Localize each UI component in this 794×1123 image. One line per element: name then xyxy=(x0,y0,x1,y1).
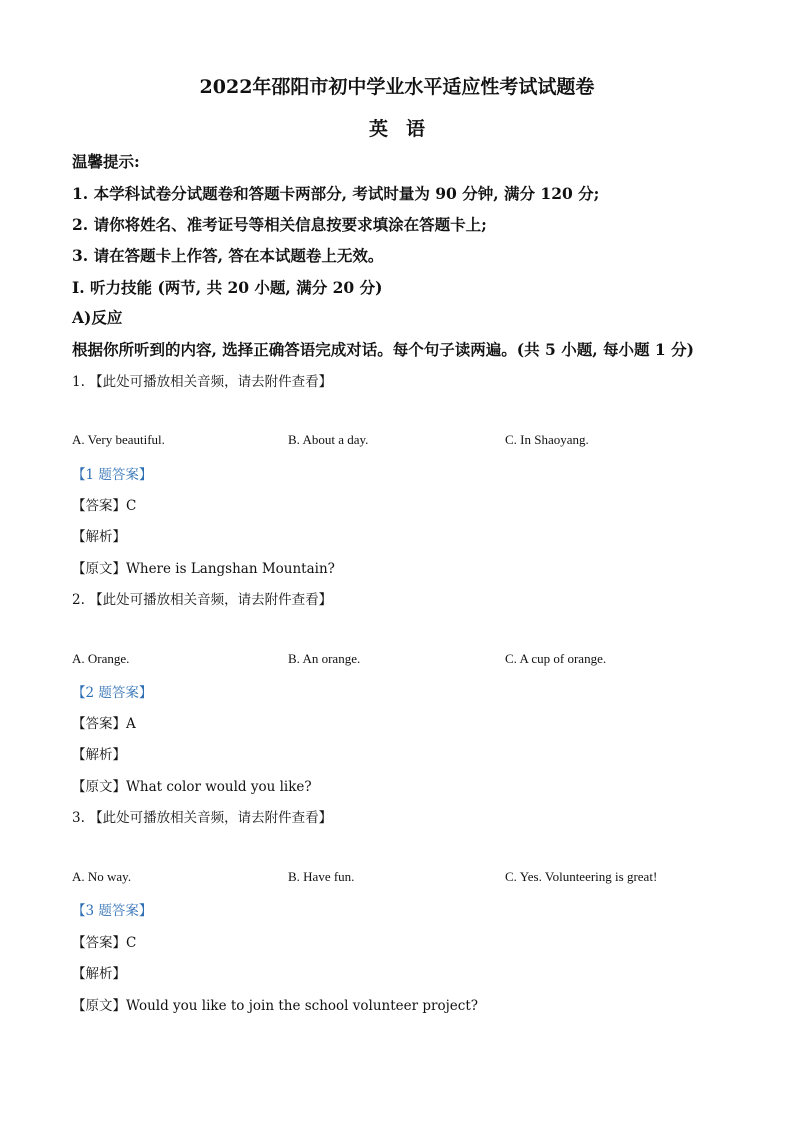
q3-option-a: A. No way. xyxy=(72,869,132,884)
q1-option-c: C. In Shaoyang. xyxy=(505,432,589,447)
tip-item-3: 3. 请在答题卡上作答, 答在本试题卷上无效。 xyxy=(72,246,384,265)
question-prompt-3: 3. 【此处可播放相关音频，请去附件查看】 xyxy=(72,810,333,826)
q2-option-a: A. Orange. xyxy=(72,651,130,666)
q3-answer: 【答案】C xyxy=(72,935,137,951)
tip-item-2: 2. 请你将姓名、准考证号等相关信息按要求填涂在答题卡上; xyxy=(72,215,487,234)
q2-analysis: 【解析】 xyxy=(72,747,126,763)
q1-analysis: 【解析】 xyxy=(72,529,126,545)
q3-option-b: B. Have fun. xyxy=(288,869,355,884)
section-heading: I. 听力技能 (两节, 共 20 小题, 满分 20 分) xyxy=(72,278,383,297)
q1-answer: 【答案】C xyxy=(72,498,137,514)
tips-heading: 温馨提示: xyxy=(72,152,140,171)
section-instruction: 根据你所听到的内容, 选择正确答语完成对话。每个句子读两遍。(共 5 小题, 每小题 1 分) xyxy=(72,340,694,359)
q3-analysis: 【解析】 xyxy=(72,966,126,982)
q1-original: 【原文】Where is Langshan Mountain? xyxy=(72,561,335,577)
q2-answer-header: 【2 题答案】 xyxy=(72,685,153,701)
subject-title: 英语 xyxy=(368,118,443,140)
q2-option-b: B. An orange. xyxy=(288,651,361,666)
page-title: 2022年邵阳市初中学业水平适应性考试试题卷 xyxy=(199,76,595,98)
q1-option-b: B. About a day. xyxy=(288,432,369,447)
q1-answer-header: 【1 题答案】 xyxy=(72,467,153,483)
part-heading: A)反应 xyxy=(72,308,123,327)
q2-answer: 【答案】A xyxy=(72,716,136,732)
q3-option-c: C. Yes. Volunteering is great! xyxy=(505,869,658,884)
tip-item-1: 1. 本学科试卷分试题卷和答题卡两部分, 考试时量为 90 分钟, 满分 120 分; xyxy=(72,184,600,203)
q2-option-c: C. A cup of orange. xyxy=(505,651,607,666)
question-prompt-2: 2. 【此处可播放相关音频，请去附件查看】 xyxy=(72,592,333,608)
q2-original: 【原文】What color would you like? xyxy=(72,779,312,795)
q3-answer-header: 【3 题答案】 xyxy=(72,903,153,919)
q3-original: 【原文】Would you like to join the school volunteer project? xyxy=(72,998,479,1014)
question-prompt-1: 1. 【此处可播放相关音频，请去附件查看】 xyxy=(72,374,333,390)
q1-option-a: A. Very beautiful. xyxy=(72,432,165,447)
